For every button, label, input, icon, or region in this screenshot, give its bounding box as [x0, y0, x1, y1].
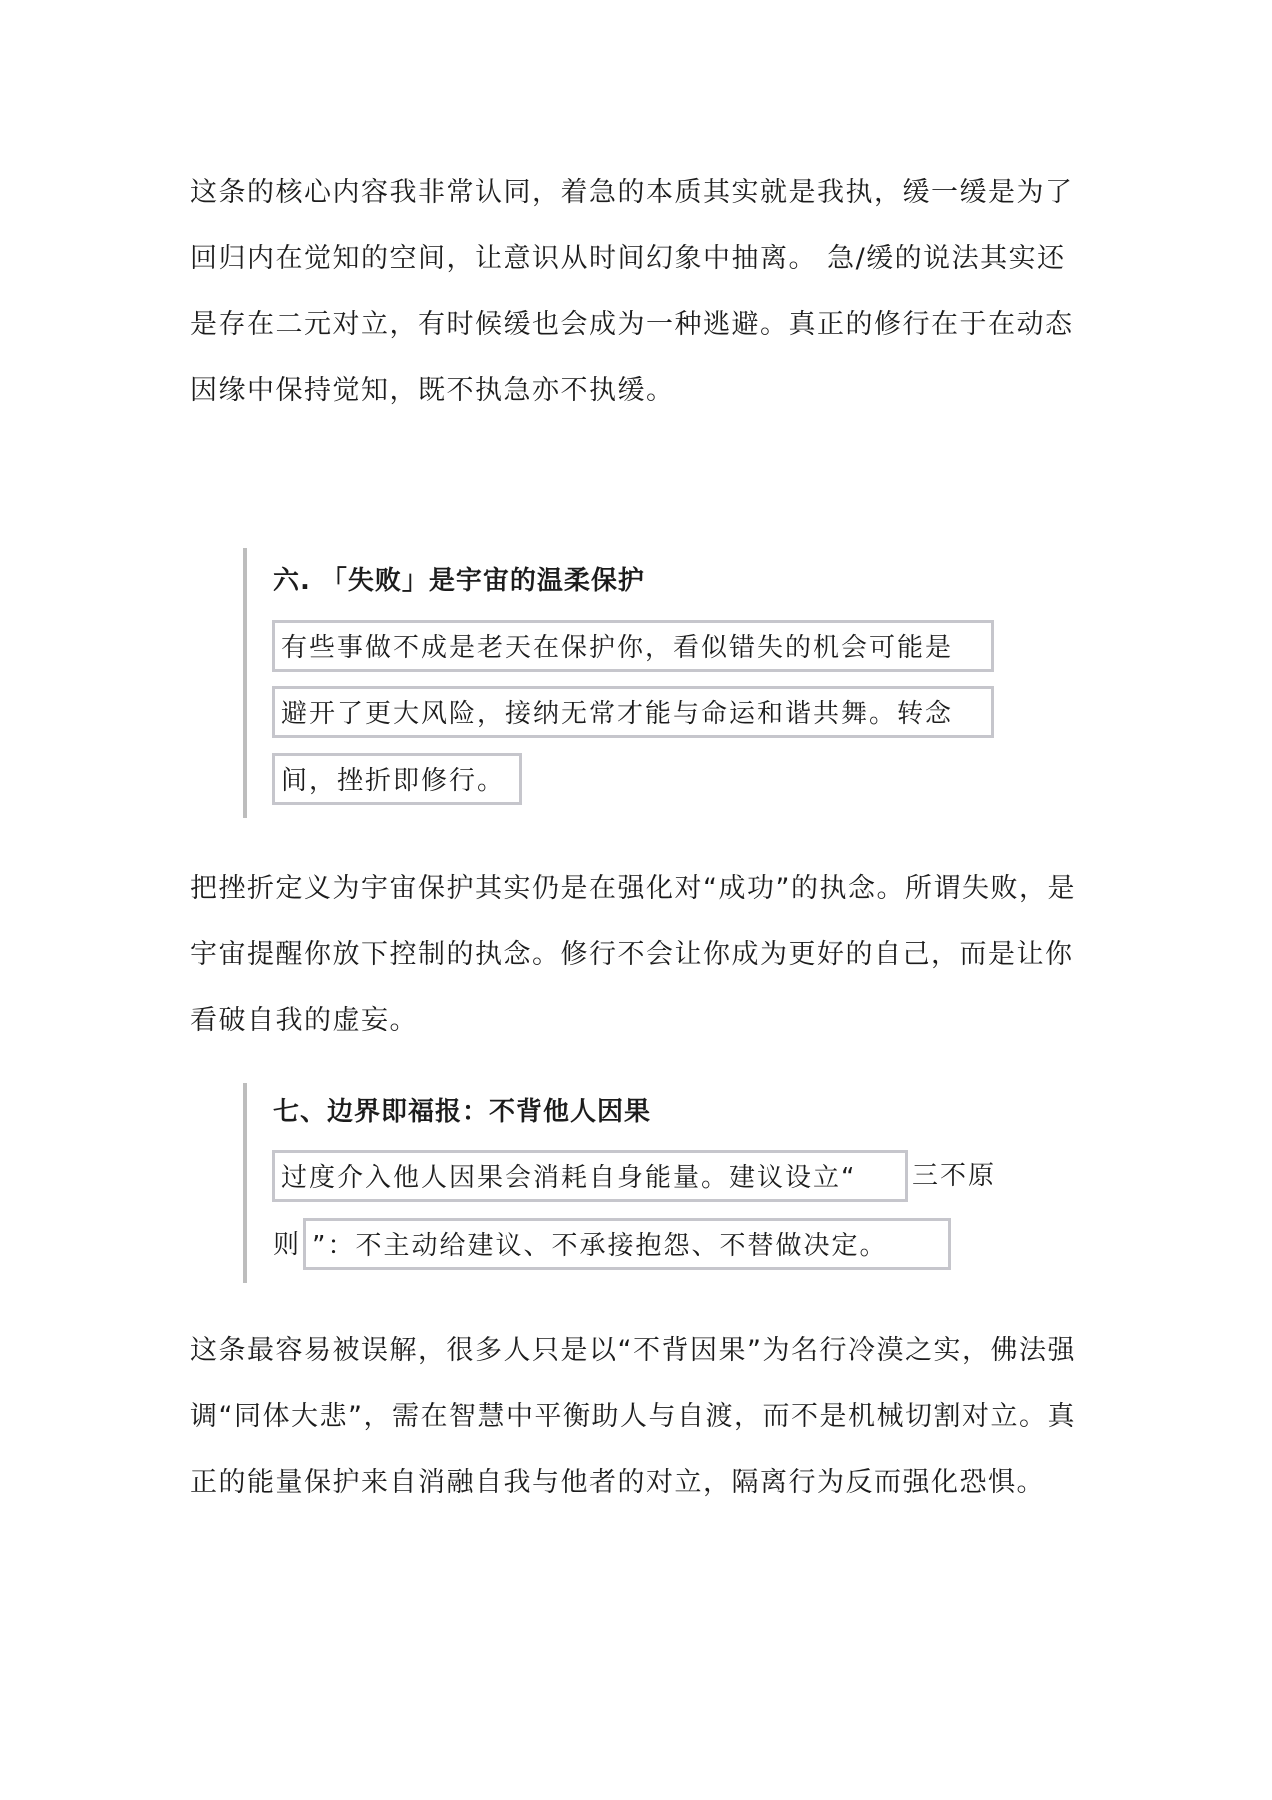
section6-comment: 把挫折定义为宇宙保护其实仍是在强化对“成功”的执念。所谓失败，是宇宙提醒你放下控制的执念。修行不会让你成为更好的自己，而是让你看破自我的虚妄。: [190, 873, 1076, 1036]
section7-line-1-tail: 三不原: [912, 1161, 997, 1191]
section7-quote: [243, 1083, 997, 1283]
section6-line-3: 间，挫折即修行。: [272, 753, 522, 805]
section6-line-2: 避开了更大风险，接纳无常才能与命运和谐共舞。转念: [272, 686, 994, 738]
section7-title: 七、边界即福报：不背他人因果: [273, 1097, 652, 1127]
section6-title: 六. 「失败」是宇宙的温柔保护: [273, 566, 645, 596]
intro-paragraph: 这条的核心内容我非常认同，着急的本质其实就是我执，缓一缓是为了回归内在觉知的空间，让意识从时间幻象中抽离。 急/缓的说法其实还是存在二元对立，有时候缓也会成为一种逃避。真正的修行在于在动态因缘中保持觉知，既不执急亦不执缓。: [190, 177, 1074, 406]
section7-line-2-boxed: ”：不主动给建议、不承接抱怨、不替做决定。: [303, 1218, 951, 1270]
section7-line-1-boxed: 过度介入他人因果会消耗自身能量。建议设立“: [272, 1150, 908, 1202]
section6-quote: [243, 548, 954, 818]
section7-comment: 这条最容易被误解，很多人只是以“不背因果”为名行冷漠之实，佛法强调“同体大悲”，需在智慧中平衡助人与自渡，而不是机械切割对立。真正的能量保护来自消融自我与他者的对立，隔离行为反而强化恐惧。: [190, 1335, 1076, 1498]
section7-line-2-head: 则: [273, 1230, 300, 1260]
section6-line-1: 有些事做不成是老天在保护你，看似错失的机会可能是: [272, 620, 994, 672]
